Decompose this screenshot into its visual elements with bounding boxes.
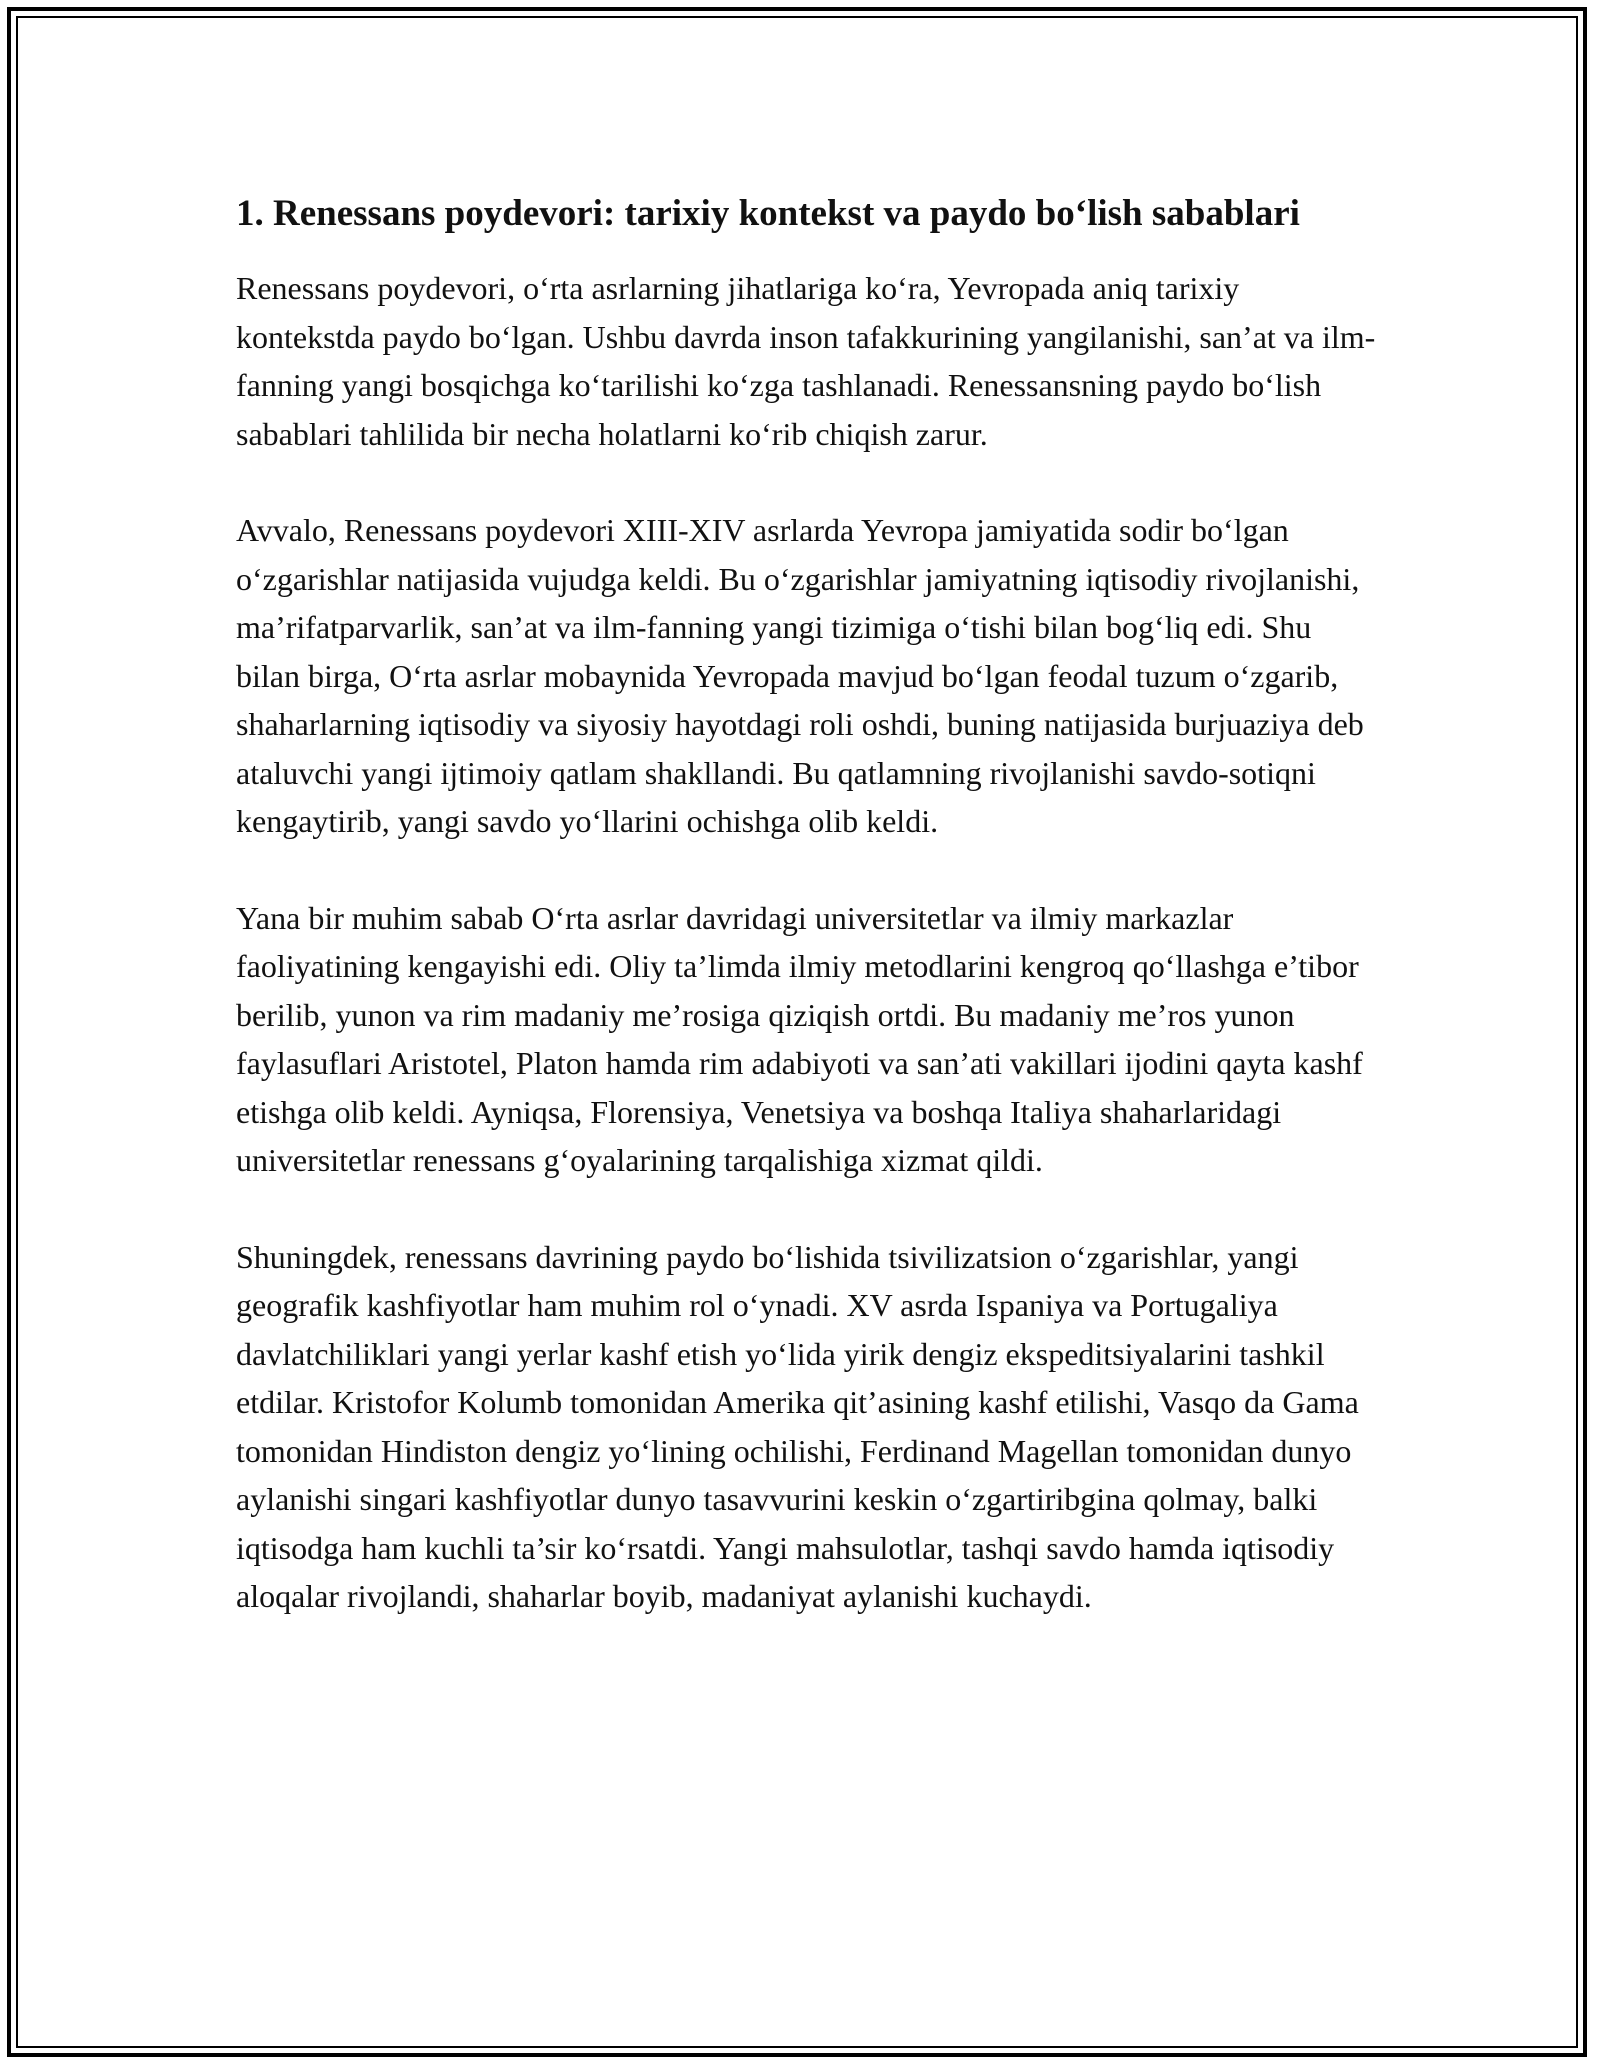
paragraph-1: Renessans poydevori, o‘rta asrlarning jihatlariga ko‘ra, Yevropada aniq tarixiy kontekstda paydo bo‘lgan. Ushbu davrda inson tafakkurining yangilanishi, san’at va ilm-fanning yangi bosqichga ko‘tarilishi ko‘zga tashlanadi. Renessansning paydo bo‘lish sabablari tahlilida bir necha holatlarni ko‘rib chiqish zarur. [236,270,1376,452]
paragraph-2: Avvalo, Renessans poydevori XIII-XIV asrlarda Yevropa jamiyatida sodir bo‘lgan o‘zgarishlar natijasida vujudga keldi. Bu o‘zgarishlar jamiyatning iqtisodiy rivojlanishi, ma’rifatparvarlik, san’at va ilm-fanning yangi tizimiga o‘tishi bilan bog‘liq edi. Shu bilan birga, O‘rta asrlar mobaynida Yevropada mavjud bo‘lgan feodal tuzum o‘zgarib, shaharlarning iqtisodiy va siyosiy hayotdagi roli oshdi, buning natijasida burjuaziya deb ataluvchi yangi ijtimoiy qatlam shakllandi. Bu qatlamning rivojlanishi savdo-sotiqni kengaytirib, yangi savdo yo‘llarini ochishga olib keldi. [236,512,1364,839]
document-body [236,186,1376,1621]
section-heading: 1. Renessans poydevori: tarixiy kontekst va paydo bo‘lish sabablari [236,193,1300,234]
paragraph-4: Shuningdek, renessans davrining paydo bo‘lishida tsivilizatsion o‘zgarishlar, yangi geografik kashfiyotlar ham muhim rol o‘ynadi. XV asrda Ispaniya va Portugaliya davlatchiliklari yangi yerlar kashf etish yo‘lida yirik dengiz ekspeditsiyalarini tashkil etdilar. Kristofor Kolumb tomonidan Amerika qit’asining kashf etilishi, Vasqo da Gama tomonidan Hindiston dengiz yo‘lining ochilishi, Ferdinand Magellan tomonidan dunyo aylanishi singari kashfiyotlar dunyo tasavvurini keskin o‘zgartiribgina qolmay, balki iqtisodga ham kuchli ta’sir ko‘rsatdi. Yangi mahsulotlar, tashqi savdo hamda iqtisodiy aloqalar rivojlandi, shaharlar boyib, madaniyat aylanishi kuchaydi. [236,1238,1359,1614]
paragraph-3: Yana bir muhim sabab O‘rta asrlar davridagi universitetlar va ilmiy markazlar faoliyatining kengayishi edi. Oliy ta’limda ilmiy metodlarini kengroq qo‘llashga e’tibor berilib, yunon va rim madaniy me’rosiga qiziqish ortdi. Bu madaniy me’ros yunon faylasuflari Aristotel, Platon hamda rim adabiyoti va san’ati vakillari ijodini qayta kashf etishga olib keldi. Ayniqsa, Florensiya, Venetsiya va boshqa Italiya shaharlaridagi universitetlar renessans g‘oyalarining tarqalishiga xizmat qildi. [236,899,1363,1178]
